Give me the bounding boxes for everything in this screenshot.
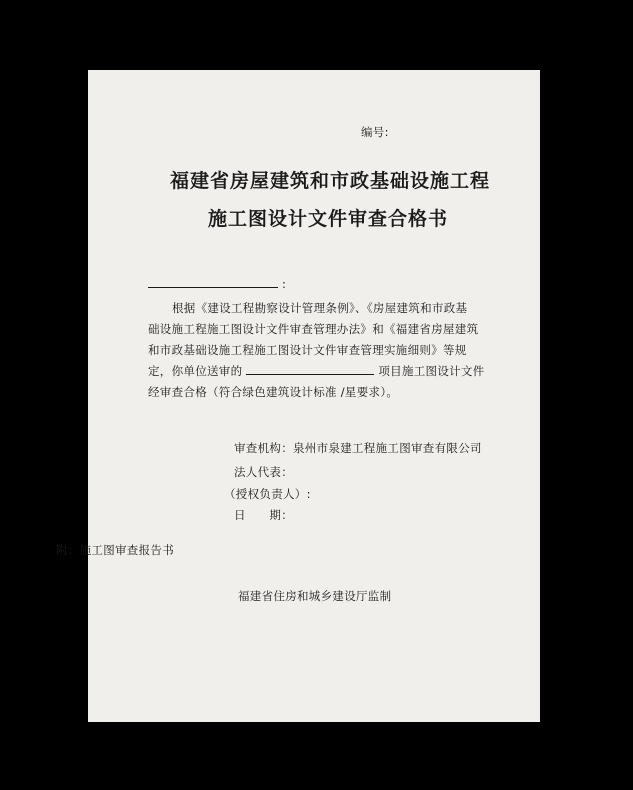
project-name-blank	[246, 364, 374, 375]
addressee-colon: :	[281, 277, 287, 291]
paragraph-line-5: 经审查合格（符合绿色建筑设计标准 /星要求）。	[148, 385, 399, 399]
paragraph-line-3: 和市政基础设施工程施工图设计文件审查管理实施细则》等规	[148, 343, 467, 357]
paragraph-line-4-suffix: 项目施工图设计文件	[378, 364, 485, 378]
authorized-person-label: （授权负责人）:	[224, 487, 311, 501]
date-label: 日 期：	[234, 508, 293, 522]
paragraph-line-2: 础设施工程施工图设计文件审查管理办法》和《福建省房屋建筑	[148, 322, 479, 336]
certificate-page	[56, 70, 540, 722]
review-org-value: 泉州市泉建工程施工图审查有限公司	[293, 441, 482, 455]
legal-rep-label: 法人代表：	[234, 465, 293, 479]
document-number-label: 编号:	[361, 125, 389, 139]
title-line-2: 施工图设计文件审查合格书	[208, 208, 449, 230]
paragraph-line-4-prefix: 定，你单位送审的	[148, 364, 243, 378]
title-line-1: 福建省房屋建筑和市政基础设施工程	[170, 170, 491, 192]
review-org-label: 审查机构：	[234, 441, 293, 455]
paragraph-line-4	[148, 363, 485, 379]
addressee-line	[148, 277, 286, 291]
addressee-blank	[148, 277, 278, 288]
paragraph-line-1: 根据《建设工程勘察设计管理条例》、《房屋建筑和市政基	[172, 301, 468, 315]
footer-issuer: 福建省住房和城乡建设厅监制	[238, 589, 392, 603]
attachment-note: 附：施工图审查报告书	[56, 543, 174, 557]
review-org-row	[234, 440, 482, 456]
